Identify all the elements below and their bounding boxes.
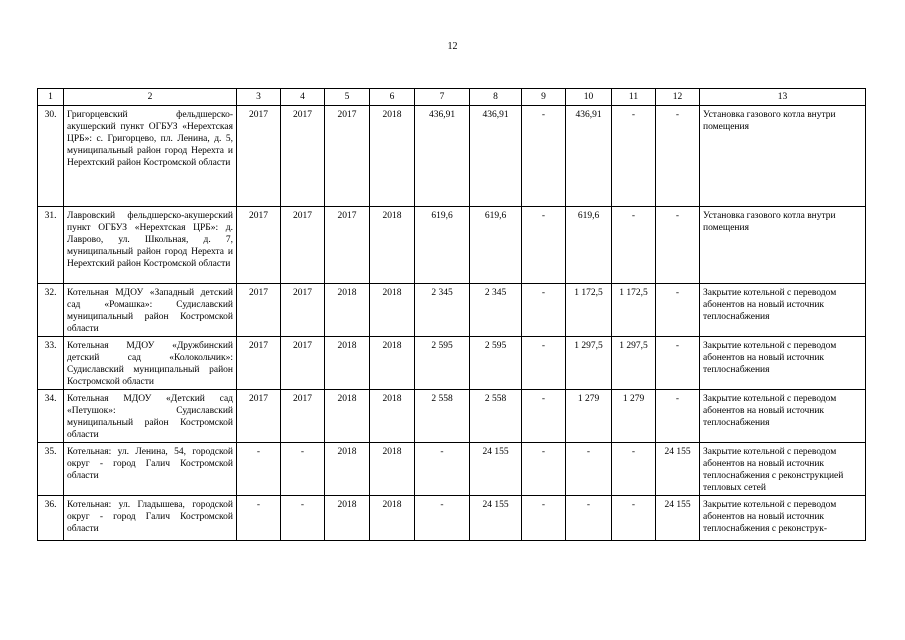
cell-col12: 24 155	[656, 496, 700, 541]
cell-col8: 2 345	[470, 284, 522, 337]
cell-col7: 2 595	[415, 337, 470, 390]
cell-col9: -	[522, 496, 566, 541]
row-number: 35.	[38, 443, 64, 496]
cell-col10: 1 172,5	[566, 284, 612, 337]
investment-table	[37, 88, 866, 541]
cell-col9: -	[522, 106, 566, 207]
cell-col12: -	[656, 106, 700, 207]
column-header: 12	[656, 89, 700, 106]
object-description: Котельная МДОУ «Дружбинский детский сад «Колокольчик»: Судиславский муниципальный район Костромской области	[64, 337, 237, 390]
cell-col10: 1 297,5	[566, 337, 612, 390]
cell-col12: -	[656, 284, 700, 337]
table-row	[38, 207, 866, 284]
cell-col10: -	[566, 496, 612, 541]
cell-col5: 2018	[325, 496, 370, 541]
column-header: 5	[325, 89, 370, 106]
measure-description: Закрытие котельной с переводом абонентов на новый источник теплоснабжения	[700, 284, 866, 337]
cell-col7: -	[415, 496, 470, 541]
cell-col3: 2017	[237, 106, 281, 207]
column-header: 7	[415, 89, 470, 106]
cell-col5: 2018	[325, 284, 370, 337]
table-row	[38, 284, 866, 337]
cell-col5: 2018	[325, 443, 370, 496]
cell-col4: 2017	[281, 106, 325, 207]
cell-col4: 2017	[281, 207, 325, 284]
column-header: 1	[38, 89, 64, 106]
table-header-row	[38, 89, 866, 106]
cell-col11: 1 172,5	[612, 284, 656, 337]
table-row	[38, 496, 866, 541]
table-row	[38, 106, 866, 207]
cell-col3: 2017	[237, 337, 281, 390]
cell-col5: 2017	[325, 207, 370, 284]
cell-col7: 2 345	[415, 284, 470, 337]
column-header: 9	[522, 89, 566, 106]
measure-description: Установка газового котла внутри помещения	[700, 207, 866, 284]
object-description: Лавровский фельдшерско-акушерский пункт ОГБУЗ «Нерехтская ЦРБ»: д. Лаврово, ул. Школьная, д. 7, муниципальный район город Нерехта и Нерехтский район Костромской области	[64, 207, 237, 284]
column-header: 11	[612, 89, 656, 106]
table-row	[38, 337, 866, 390]
cell-col7: 2 558	[415, 390, 470, 443]
column-header: 3	[237, 89, 281, 106]
table-row	[38, 443, 866, 496]
cell-col6: 2018	[370, 390, 415, 443]
row-number: 30.	[38, 106, 64, 207]
cell-col11: 1 279	[612, 390, 656, 443]
cell-col3: -	[237, 443, 281, 496]
cell-col5: 2018	[325, 390, 370, 443]
cell-col3: 2017	[237, 207, 281, 284]
cell-col7: 619,6	[415, 207, 470, 284]
measure-description: Закрытие котельной с переводом абонентов на новый источник теплоснабжения	[700, 390, 866, 443]
table-row	[38, 390, 866, 443]
object-description: Котельная МДОУ «Детский сад «Петушок»: Судиславский муниципальный район Костромской области	[64, 390, 237, 443]
cell-col6: 2018	[370, 443, 415, 496]
row-number: 31.	[38, 207, 64, 284]
cell-col10: 1 279	[566, 390, 612, 443]
cell-col8: 436,91	[470, 106, 522, 207]
cell-col6: 2018	[370, 337, 415, 390]
cell-col11: 1 297,5	[612, 337, 656, 390]
cell-col3: -	[237, 496, 281, 541]
row-number: 32.	[38, 284, 64, 337]
measure-description: Закрытие котельной с переводом абонентов на новый источник теплоснабжения с реконструк-	[700, 496, 866, 541]
measure-description: Закрытие котельной с переводом абонентов на новый источник теплоснабжения	[700, 337, 866, 390]
column-header: 13	[700, 89, 866, 106]
cell-col8: 24 155	[470, 496, 522, 541]
cell-col11: -	[612, 106, 656, 207]
object-description: Котельная МДОУ «Западный детский сад «Ромашка»: Судиславский муниципальный район Костромской области	[64, 284, 237, 337]
cell-col4: 2017	[281, 390, 325, 443]
cell-col9: -	[522, 443, 566, 496]
object-description: Григорцевский фельдшерско-акушерский пункт ОГБУЗ «Нерехтская ЦРБ»: с. Григорцево, пл. Ленина, д. 5, муниципальный район город Нерехта и Нерехтский район Костромской области	[64, 106, 237, 207]
cell-col12: -	[656, 390, 700, 443]
cell-col3: 2017	[237, 284, 281, 337]
cell-col10: 619,6	[566, 207, 612, 284]
cell-col4: -	[281, 443, 325, 496]
cell-col4: 2017	[281, 284, 325, 337]
cell-col8: 2 558	[470, 390, 522, 443]
cell-col4: 2017	[281, 337, 325, 390]
cell-col6: 2018	[370, 207, 415, 284]
row-number: 34.	[38, 390, 64, 443]
column-header: 10	[566, 89, 612, 106]
object-description: Котельная: ул. Гладышева, городской округ - город Галич Костромской области	[64, 496, 237, 541]
cell-col6: 2018	[370, 106, 415, 207]
cell-col9: -	[522, 337, 566, 390]
cell-col7: 436,91	[415, 106, 470, 207]
object-description: Котельная: ул. Ленина, 54, городской округ - город Галич Костромской области	[64, 443, 237, 496]
cell-col3: 2017	[237, 390, 281, 443]
cell-col8: 2 595	[470, 337, 522, 390]
column-header: 8	[470, 89, 522, 106]
cell-col6: 2018	[370, 496, 415, 541]
cell-col9: -	[522, 284, 566, 337]
cell-col5: 2018	[325, 337, 370, 390]
cell-col7: -	[415, 443, 470, 496]
column-header: 2	[64, 89, 237, 106]
measure-description: Закрытие котельной с переводом абонентов на новый источник теплоснабжения с реконструкцией тепловых сетей	[700, 443, 866, 496]
cell-col11: -	[612, 207, 656, 284]
column-header: 4	[281, 89, 325, 106]
cell-col10: -	[566, 443, 612, 496]
cell-col4: -	[281, 496, 325, 541]
cell-col5: 2017	[325, 106, 370, 207]
column-header: 6	[370, 89, 415, 106]
row-number: 33.	[38, 337, 64, 390]
cell-col10: 436,91	[566, 106, 612, 207]
cell-col11: -	[612, 496, 656, 541]
cell-col6: 2018	[370, 284, 415, 337]
cell-col12: -	[656, 337, 700, 390]
cell-col12: 24 155	[656, 443, 700, 496]
cell-col9: -	[522, 207, 566, 284]
cell-col9: -	[522, 390, 566, 443]
page-number: 12	[447, 41, 458, 52]
cell-col12: -	[656, 207, 700, 284]
measure-description: Установка газового котла внутри помещения	[700, 106, 866, 207]
cell-col8: 619,6	[470, 207, 522, 284]
row-number: 36.	[38, 496, 64, 541]
cell-col8: 24 155	[470, 443, 522, 496]
cell-col11: -	[612, 443, 656, 496]
